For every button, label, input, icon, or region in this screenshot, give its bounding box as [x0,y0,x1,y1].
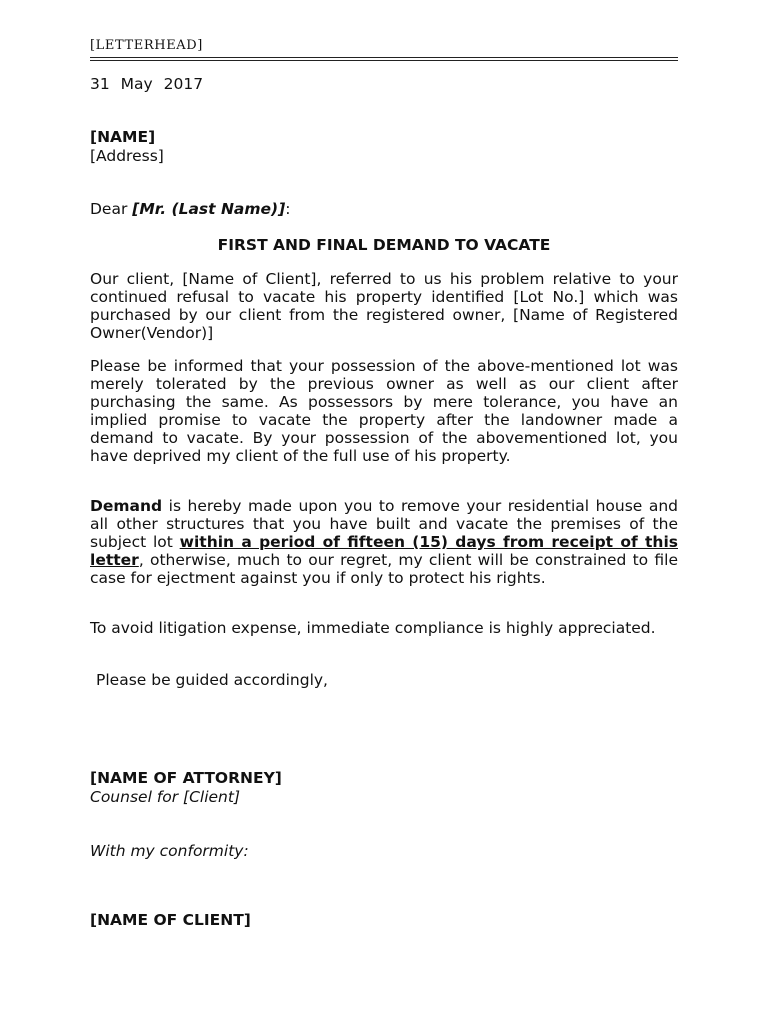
recipient-address: [Address] [90,147,164,165]
salutation-addressee: [Mr. (Last Name)] [132,200,286,218]
closing-line: Please be guided accordingly, [96,671,328,689]
paragraph-client-complaint: Our client, [Name of Client], referred to us his problem relative to your continued refusal to vacate his property identified [Lot No.] which was purchased by our client from the registered owner, [Name of Registered Owner(Vendor)] [90,270,678,342]
letter-date: 31 May 2017 [90,75,204,93]
letterhead: [LETTERHEAD] [90,38,203,53]
client-name: [NAME OF CLIENT] [90,911,251,929]
recipient-name: [NAME] [90,128,156,146]
header-rule-top [90,57,678,58]
demand-text-2: , otherwise, much to our regret, my client will be constrained to file case for ejectment against you if only to protect his rights. [90,551,678,587]
salutation-prefix: Dear [90,200,133,218]
counsel-line: Counsel for [Client] [90,788,241,806]
header-rule-bottom [90,60,678,61]
salutation-suffix: : [285,200,291,218]
demand-text-1: is hereby made upon you to remove your residential house and all other structures that you have built and vacate the premises of the subject lot [90,497,678,551]
paragraph-compliance: To avoid litigation expense, immediate compliance is highly appreciated. [90,619,656,637]
attorney-name: [NAME OF ATTORNEY] [90,769,282,787]
salutation [90,200,290,218]
conformity-line: With my conformity: [90,842,249,860]
demand-keyword: Demand [90,497,163,515]
paragraph-tolerance: Please be informed that your possession of the above-mentioned lot was merely tolerated by the previous owner as well as our client after purchasing the same. As possessors by mere tolerance, you have an implied promise to vacate the property after the landowner made a demand to vacate. By your possession of the abovementioned lot, you have deprived my client of the full use of his property. [90,357,678,465]
paragraph-demand [90,497,678,587]
demand-deadline: within a period of fifteen (15) days from receipt of this letter [90,533,678,569]
letter-title: FIRST AND FINAL DEMAND TO VACATE [217,236,551,254]
